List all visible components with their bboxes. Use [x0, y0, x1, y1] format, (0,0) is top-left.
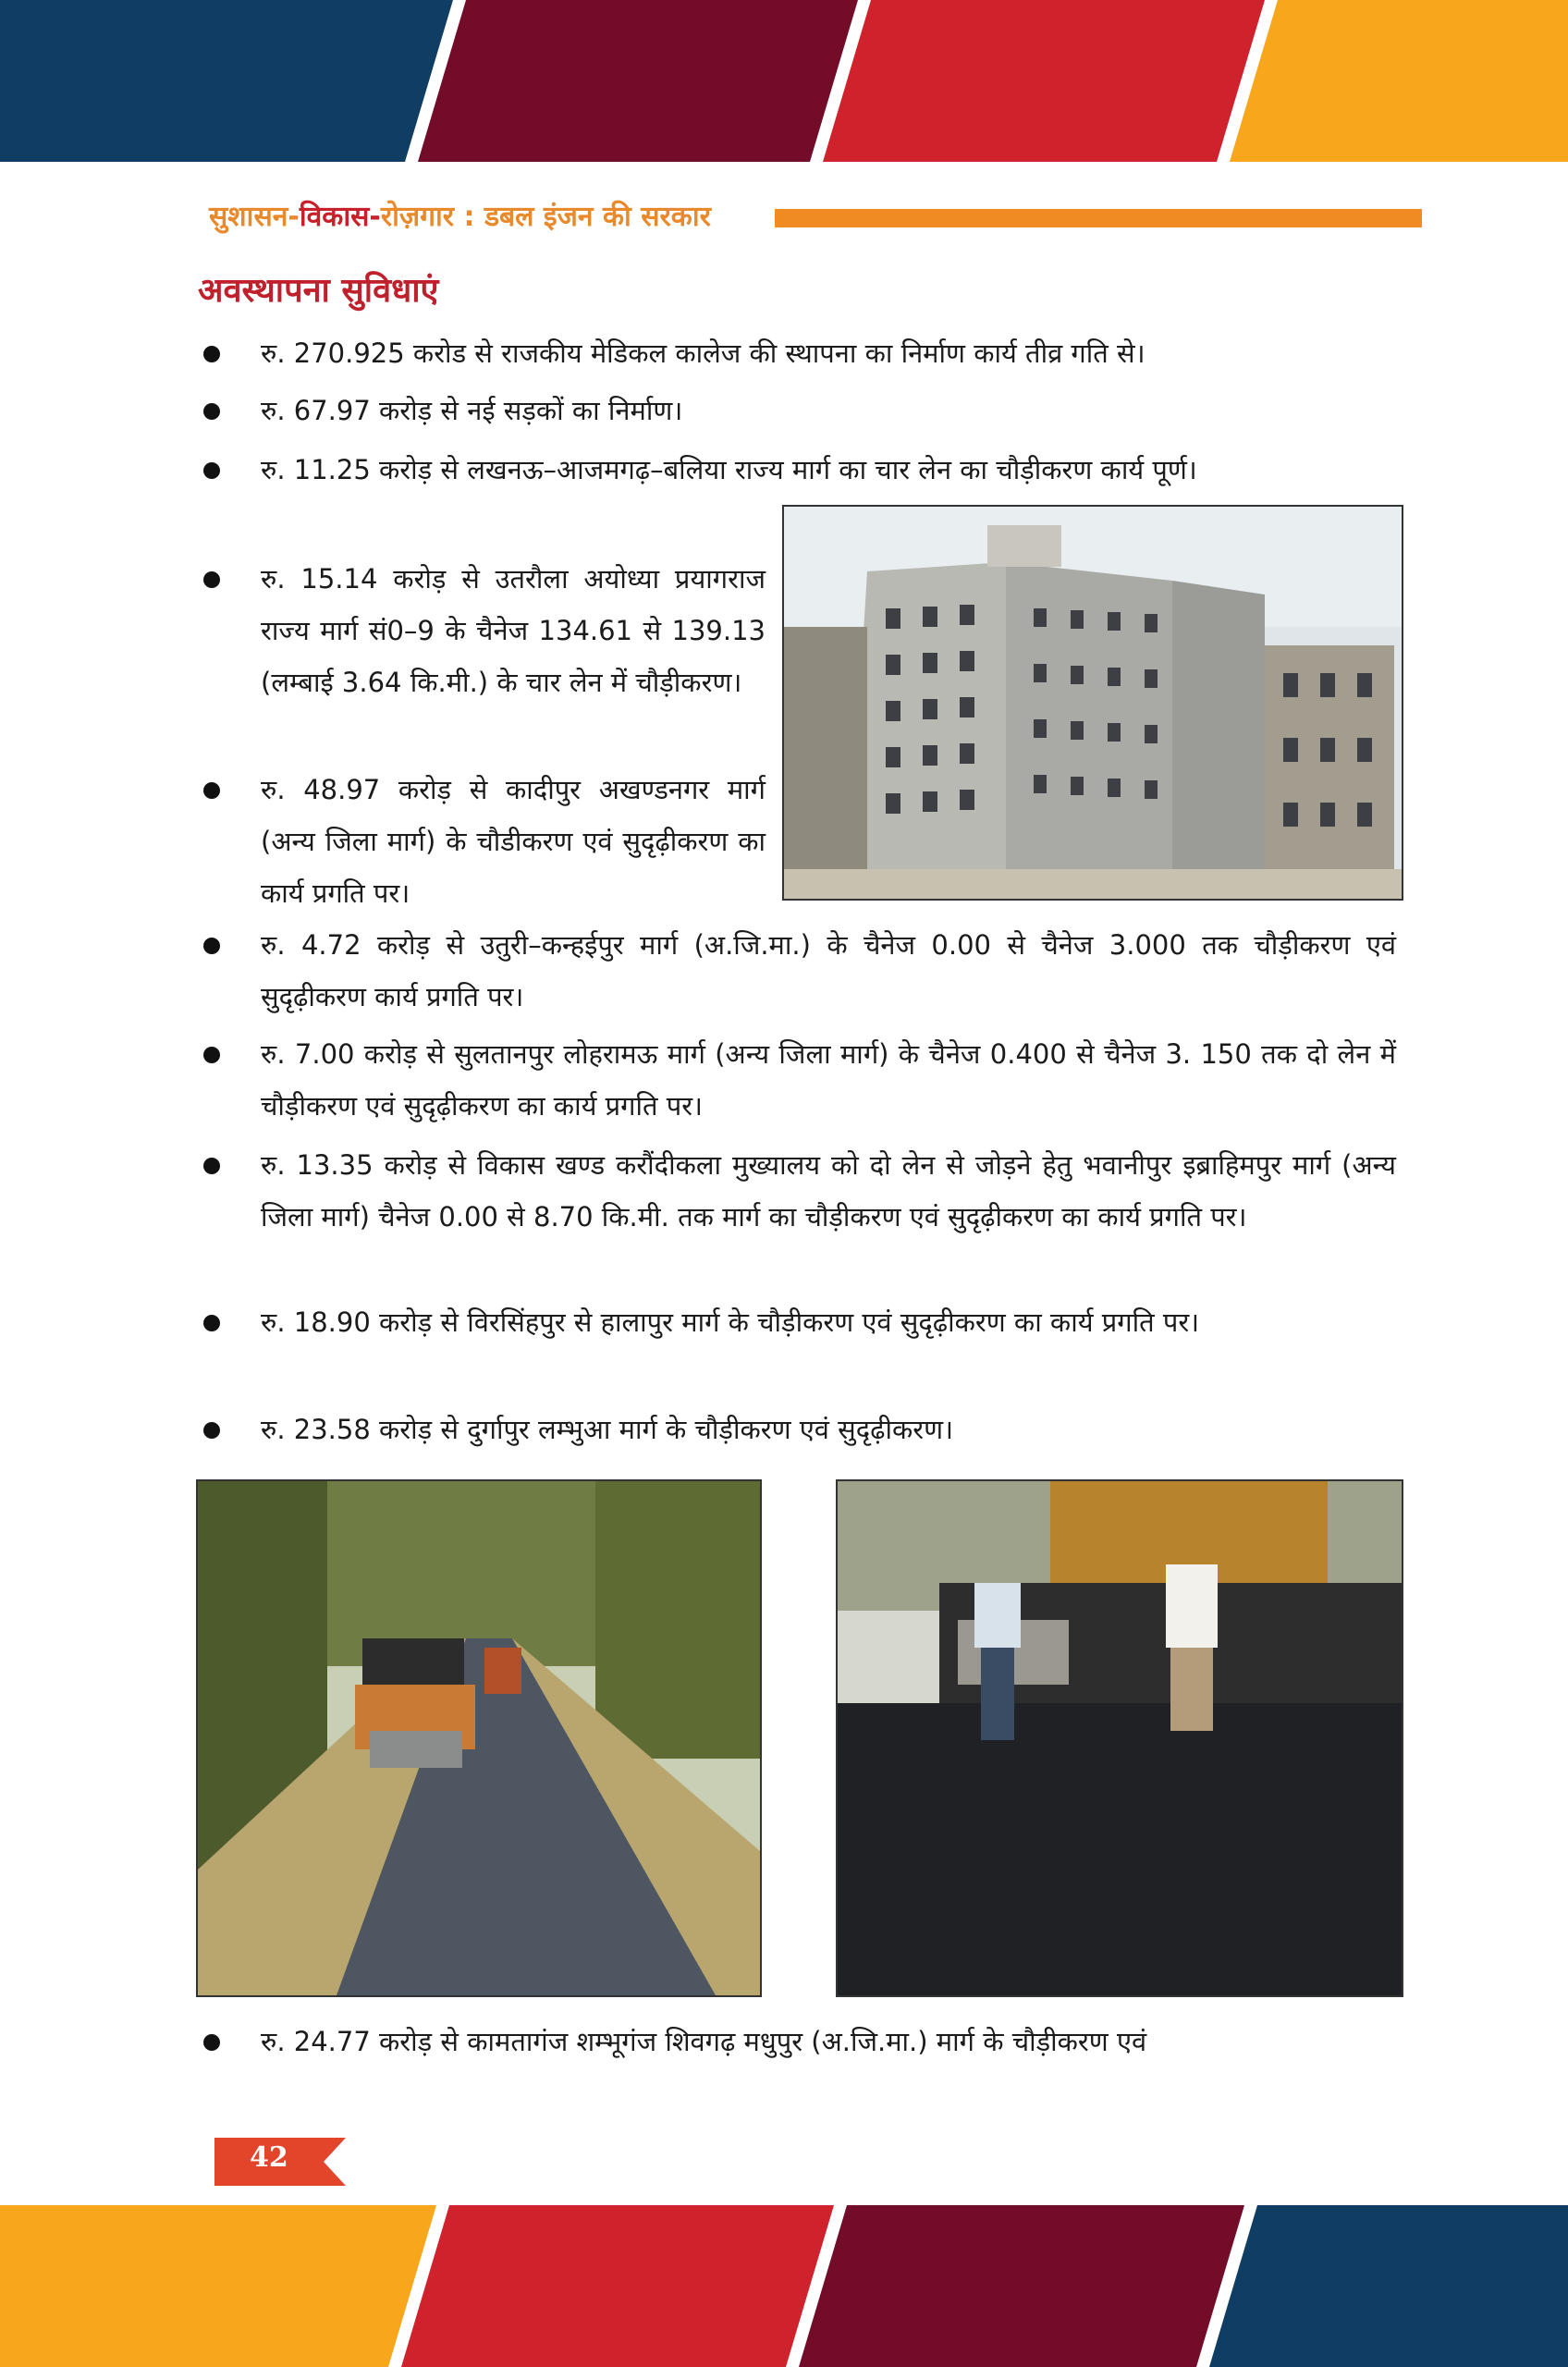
road-roller-photo [196, 1479, 762, 1997]
top-color-band [0, 0, 1568, 162]
bullet-dot [203, 1422, 220, 1439]
list-item [261, 2016, 1396, 2067]
header-rule [775, 209, 1422, 227]
bullet-dot [203, 346, 220, 362]
list-item-text: रु. 18.90 करोड़ से विरसिंहपुर से हालापुर मार्ग के चौड़ीकरण एवं सुदृढ़ीकरण का कार्य प्रगति पर। [261, 1306, 1200, 1338]
list-item [261, 764, 766, 919]
header-part-2: विकास- [299, 201, 381, 233]
list-item-text: रु. 15.14 करोड़ से उतरौला अयोध्या प्रयागराज राज्य मार्ग सं0–9 के चैनेज 134.61 से 139.13 (लम्बाई 3.64 कि.मी.) के चार लेन में चौड़ीकरण। [261, 563, 766, 698]
list-item-text: रु. 270.925 करोड से राजकीय मेडिकल कालेज की स्थापना का निर्माण कार्य तीव्र गति से। [261, 337, 1145, 369]
list-item [261, 385, 1396, 436]
page-number: 42 [250, 2141, 288, 2174]
bullet-dot [203, 462, 220, 479]
road-paver-photo [836, 1479, 1403, 1997]
list-item [261, 1028, 1396, 1132]
header-part-1: सुशासन- [209, 201, 300, 233]
bullet-dot [203, 782, 220, 799]
list-item-text: रु. 7.00 करोड़ से सुलतानपुर लोहरामऊ मार्ग (अन्य जिला मार्ग) के चैनेज 0.400 से चैनेज 3. 150 तक दो लेन में चौड़ीकरण एवं सुदृढ़ीकरण का कार्य प्रगति पर। [261, 1038, 1396, 1122]
building-construction-photo [782, 505, 1403, 901]
list-item-text: रु. 4.72 करोड़ से उतुरी–कन्हईपुर मार्ग (अ.जि.मा.) के चैनेज 0.00 से चैनेज 3.000 तक चौड़ीकरण एवं सुदृढ़ीकरण कार्य प्रगति पर। [261, 929, 1396, 1012]
bullet-dot [203, 1047, 220, 1063]
list-item-text: रु. 24.77 करोड़ से कामतागंज शम्भूगंज शिवगढ़ मधुपुर (अ.जि.मा.) मार्ग के चौड़ीकरण एवं [261, 2026, 1147, 2057]
bullet-dot [203, 571, 220, 588]
bullet-dot [203, 403, 220, 420]
bullet-dot [203, 938, 220, 954]
list-item-text: रु. 67.97 करोड़ से नई सड़कों का निर्माण। [261, 395, 683, 426]
header-part-3: रोज़गार : डबल इंजन की सरकार [380, 201, 711, 233]
list-item [261, 919, 1396, 1023]
list-item [261, 1296, 1396, 1348]
list-item-text: रु. 48.97 करोड़ से कादीपुर अखण्डनगर मार्ग (अन्य जिला मार्ग) के चौडीकरण एवं सुदृढ़ीकरण का कार्य प्रगति पर। [261, 774, 766, 909]
list-item [261, 1139, 1396, 1243]
list-item [261, 327, 1396, 379]
bullet-dot [203, 1158, 220, 1174]
list-item-text: रु. 11.25 करोड़ से लखनऊ–आजमगढ़–बलिया राज्य मार्ग का चार लेन का चौड़ीकरण कार्य पूर्ण। [261, 454, 1197, 485]
running-header [209, 196, 711, 234]
bullet-dot [203, 1315, 220, 1331]
list-item [261, 1404, 1396, 1455]
bullet-dot [203, 2034, 220, 2051]
bottom-color-band [0, 2205, 1568, 2367]
list-item [261, 553, 766, 708]
section-title: अवस्थापना सुविधाएं [198, 272, 439, 310]
list-item-text: रु. 23.58 करोड़ से दुर्गापुर लम्भुआ मार्ग के चौड़ीकरण एवं सुदृढ़ीकरण। [261, 1414, 954, 1445]
list-item [261, 444, 1396, 496]
list-item-text: रु. 13.35 करोड़ से विकास खण्ड करौंदीकला मुख्यालय को दो लेन से जोड़ने हेतु भवानीपुर इब्राहिमपुर मार्ग (अन्य जिला मार्ग) चैनेज 0.00 से 8.70 कि.मी. तक मार्ग का चौड़ीकरण एवं सुदृढ़ीकरण का कार्य प्रगति पर। [261, 1149, 1396, 1233]
